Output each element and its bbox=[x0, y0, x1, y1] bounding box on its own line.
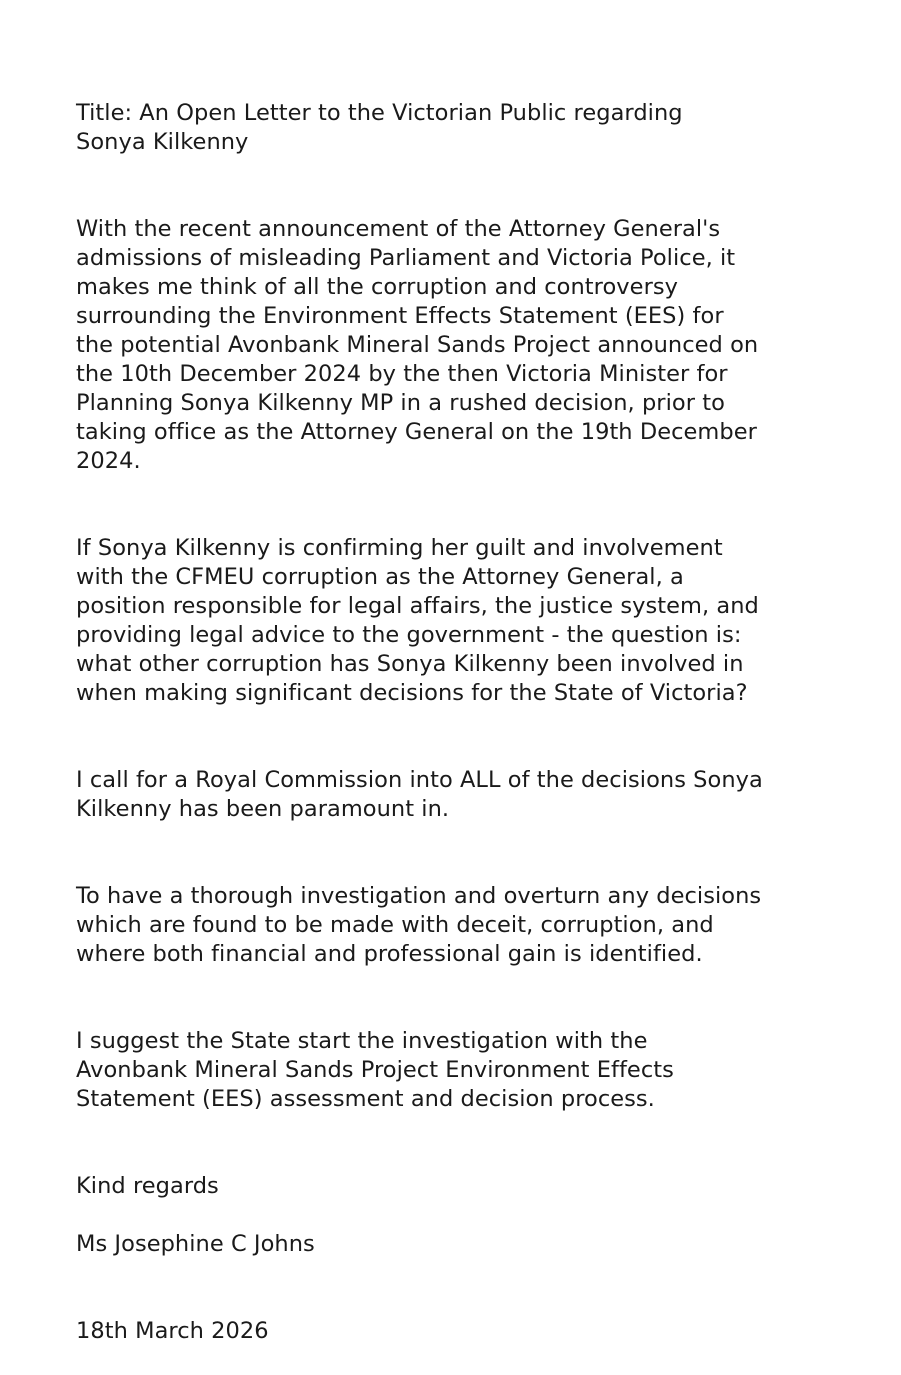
paragraph-corruption-question: If Sonya Kilkenny is confirming her guilt and involvement with the CFMEU corruption as the Attorney General, a position responsible for legal affairs, the justice system, and providing legal advice to the government - the question is: what other corruption has Sonya Kilkenny been involved in when making significant decisions for the State of Victoria? bbox=[76, 535, 759, 706]
paragraph-royal-commission: I call for a Royal Commission into ALL of the decisions Sonya Kilkenny has been paramount in. bbox=[76, 767, 763, 822]
paragraph-suggestion: I suggest the State start the investigation with the Avonbank Mineral Sands Project Environment Effects Statement (EES) assessment and decision process. bbox=[76, 1028, 674, 1112]
open-letter bbox=[76, 70, 866, 1375]
signature-name: Ms Josephine C Johns bbox=[76, 1231, 315, 1257]
letter-title: Title: An Open Letter to the Victorian Public regarding Sonya Kilkenny bbox=[76, 100, 683, 155]
paragraph-investigation: To have a thorough investigation and overturn any decisions which are found to be made with deceit, corruption, and where both financial and professional gain is identified. bbox=[76, 883, 762, 967]
letter-date: 18th March 2026 bbox=[76, 1318, 269, 1344]
paragraph-announcement: With the recent announcement of the Attorney General's admissions of misleading Parliament and Victoria Police, it makes me think of all the corruption and controversy surrounding the Environment Effects Statement (EES) for the potential Avonbank Mineral Sands Project announced on the 10th December 2024 by the then Victoria Minister for Planning Sonya Kilkenny MP in a rushed decision, prior to taking office as the Attorney General on the 19th December 2024. bbox=[76, 216, 759, 474]
closing-salutation: Kind regards bbox=[76, 1173, 219, 1199]
